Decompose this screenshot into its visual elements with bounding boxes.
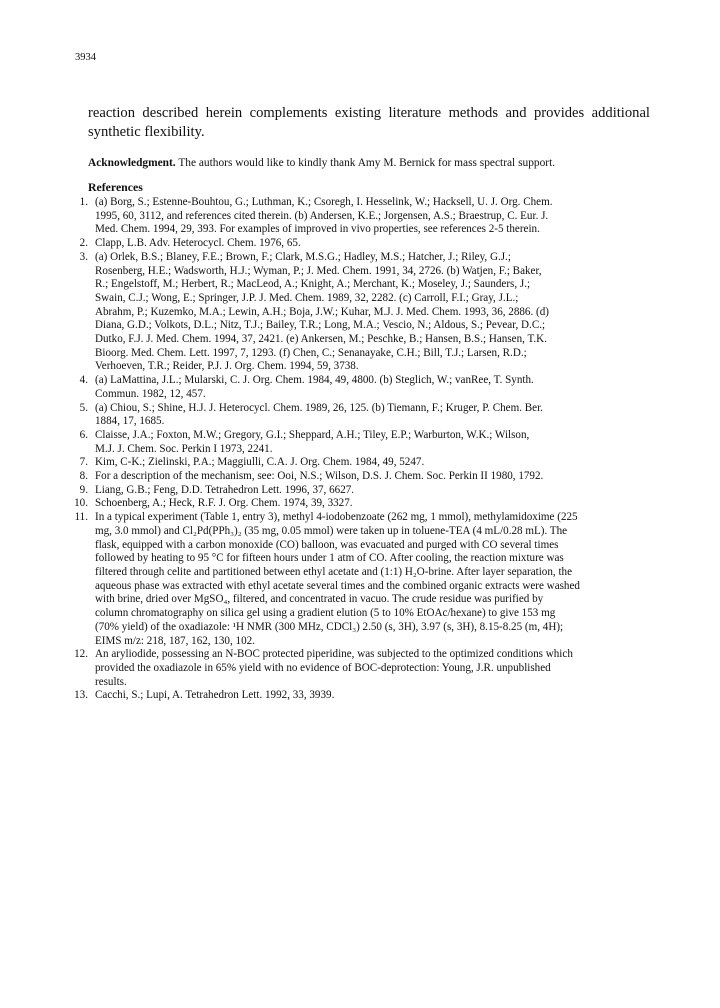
reference-number: 13. — [74, 689, 88, 702]
reference-number: 11. — [74, 511, 88, 524]
reference-text: Clapp, L.B. Adv. Heterocycl. Chem. 1976, 65. — [95, 237, 301, 250]
reference-item — [70, 484, 650, 498]
reference-item — [70, 648, 650, 689]
reference-item — [70, 196, 650, 237]
reference-text: Kim, C-K.; Zielinski, P.A.; Maggiulli, C.A. J. Org. Chem. 1984, 49, 5247. — [95, 456, 425, 469]
reference-text: Claisse, J.A.; Foxton, M.W.; Gregory, G.I.; Sheppard, A.H.; Tiley, E.P.; Warburton, W.K.; Wilson, M.J. J. Chem. Soc. Perkin I 1973, 2241. — [95, 428, 530, 455]
reference-text: In a typical experiment (Table 1, entry 3), methyl 4-iodobenzoate (262 mg, 1 mmol), methylamidoxime (225 mg, 3.0 mmol) and Cl₂Pd(PPh₃)₂ (35 mg, 0.05 mmol) were taken up in toluene-TEA (4 mL/0.28 mL). The flask, equipped with a carbon monoxide (CO) balloon, was evacuated and purged with CO several times followed by heating to 95 °C for fifteen hours under 1 atm of CO. After cooling, the reaction mixture was filtered through celite and partitioned between ethyl acetate and (1:1) H₂O-brine. After layer separation, the aqueous phase was extracted with ethyl acetate several times and the combined organic extracts were washed with brine, dried over MgSO₄, filtered, and concentrated in vacuo. The crude residue was purified by column chromatography on silica gel using a gradient elution (5 to 10% EtOAc/hexane) to give 153 mg (70% yield) of the oxadiazole: ¹H NMR (300 MHz, CDCl₃) 2.50 (s, 3H), 3.97 (s, 3H), 8.15-8.25 (m, 4H); EIMS m/z: 218, 187, 162, 130, 102. — [95, 511, 580, 647]
reference-number: 2. — [79, 237, 88, 250]
acknowledgment-label: Acknowledgment. — [88, 157, 176, 169]
reference-item — [70, 374, 650, 401]
reference-number: 10. — [74, 497, 88, 510]
reference-item — [70, 251, 650, 374]
reference-text: Schoenberg, A.; Heck, R.F. J. Org. Chem. 1974, 39, 3327. — [95, 497, 353, 510]
reference-text: (a) Orlek, B.S.; Blaney, F.E.; Brown, F.; Clark, M.S.G.; Hadley, M.S.; Hatcher, J.; Riley, G.J.; Rosenberg, H.E.; Wadsworth, H.J.; Wyman, P.; J. Med. Chem. 1991, 34, 2726. (b) Watjen, F.; Baker, R.; Engelstoff, M.; Herbert, R.; MacLeod, A.; Knight, A.; Merchant, K.; Moseley, J.; Saunders, J.; Swain, C.J.; Wong, E.; Springer, J.P. J. Med. Chem. 1989, 32, 2282. (c) Carroll, F.I.; Gray, J.L.; Abrahm, P.; Kuzemko, M.A.; Lewin, A.H.; Boja, J.W.; Kuhar, M.J. J. Med. Chem. 1993, 36, 2886. (d) Diana, G.D.; Volkots, D.L.; Nitz, T.J.; Bailey, T.R.; Long, M.A.; Vescio, N.; Aldous, S.; Pevear, D.C.; Dutko, F.J. J. Med. Chem. 1994, 37, 2421. (e) Ankersen, M.; Peschke, B.; Hansen, B.S.; Hansen, T.K. Bioorg. Med. Chem. Lett. 1997, 7, 1293. (f) Chen, C.; Senanayake, C.H.; Bill, T.J.; Larsen, R.D.; Verhoeven, T.R.; Reider, P.J. J. Org. Chem. 1994, 59, 3738. — [95, 250, 549, 373]
reference-number: 1. — [79, 196, 88, 208]
reference-item — [70, 497, 650, 511]
reference-number: 9. — [79, 483, 88, 496]
reference-item — [70, 429, 650, 456]
reference-number: 4. — [79, 374, 88, 387]
reference-item — [70, 237, 650, 251]
reference-item — [70, 470, 650, 484]
reference-item — [70, 689, 650, 703]
intro-paragraph: reaction described herein complements existing literature methods and provides additional synthetic flexibility. — [88, 105, 650, 140]
reference-item — [70, 456, 650, 470]
reference-number: 7. — [79, 456, 88, 469]
reference-text: An aryliodide, possessing an N-BOC protected piperidine, was subjected to the optimized conditions which provided the oxadiazole in 65% yield with no evidence of BOC-deprotection: Young, J.R. unpublished results. — [95, 648, 573, 688]
reference-number: 8. — [79, 470, 88, 483]
references-heading: References — [88, 180, 143, 194]
reference-number: 3. — [79, 250, 88, 263]
references-list — [70, 196, 650, 703]
reference-text: (a) LaMattina, J.L.; Mularski, C. J. Org. Chem. 1984, 49, 4800. (b) Steglich, W.; vanRee, T. Synth. Commun. 1982, 12, 457. — [95, 374, 534, 400]
reference-number: 5. — [79, 401, 88, 414]
reference-item — [70, 402, 650, 429]
reference-text: Cacchi, S.; Lupi, A. Tetrahedron Lett. 1992, 33, 3939. — [95, 689, 335, 702]
reference-text: Liang, G.B.; Feng, D.D. Tetrahedron Lett. 1996, 37, 6627. — [95, 483, 355, 496]
reference-item — [70, 511, 650, 648]
acknowledgment — [88, 156, 650, 170]
reference-text: (a) Borg, S.; Estenne-Bouhtou, G.; Luthman, K.; Csoregh, I. Hesselink, W.; Hacksell, U. J. Org. Chem. 1995, 60, 3112, and references cited therein. (b) Andersen, K.E.; Jorgensen, A.S.; Braestrup, C. Eur. J. Med. Chem. 1994, 29, 393. For examples of improved in vivo properties, see references 2-5 therein. — [95, 196, 553, 236]
reference-text: For a description of the mechanism, see: Ooi, N.S.; Wilson, D.S. J. Chem. Soc. Perkin II 1980, 1792. — [95, 470, 544, 483]
page-number: 3934 — [75, 52, 96, 63]
reference-number: 6. — [79, 428, 88, 441]
acknowledgment-text: The authors would like to kindly thank Amy M. Bernick for mass spectral support. — [178, 157, 556, 169]
reference-text: (a) Chiou, S.; Shine, H.J. J. Heterocycl. Chem. 1989, 26, 125. (b) Tiemann, F.; Kruger, P. Chem. Ber. 1884, 17, 1685. — [95, 401, 543, 428]
reference-number: 12. — [74, 648, 88, 661]
